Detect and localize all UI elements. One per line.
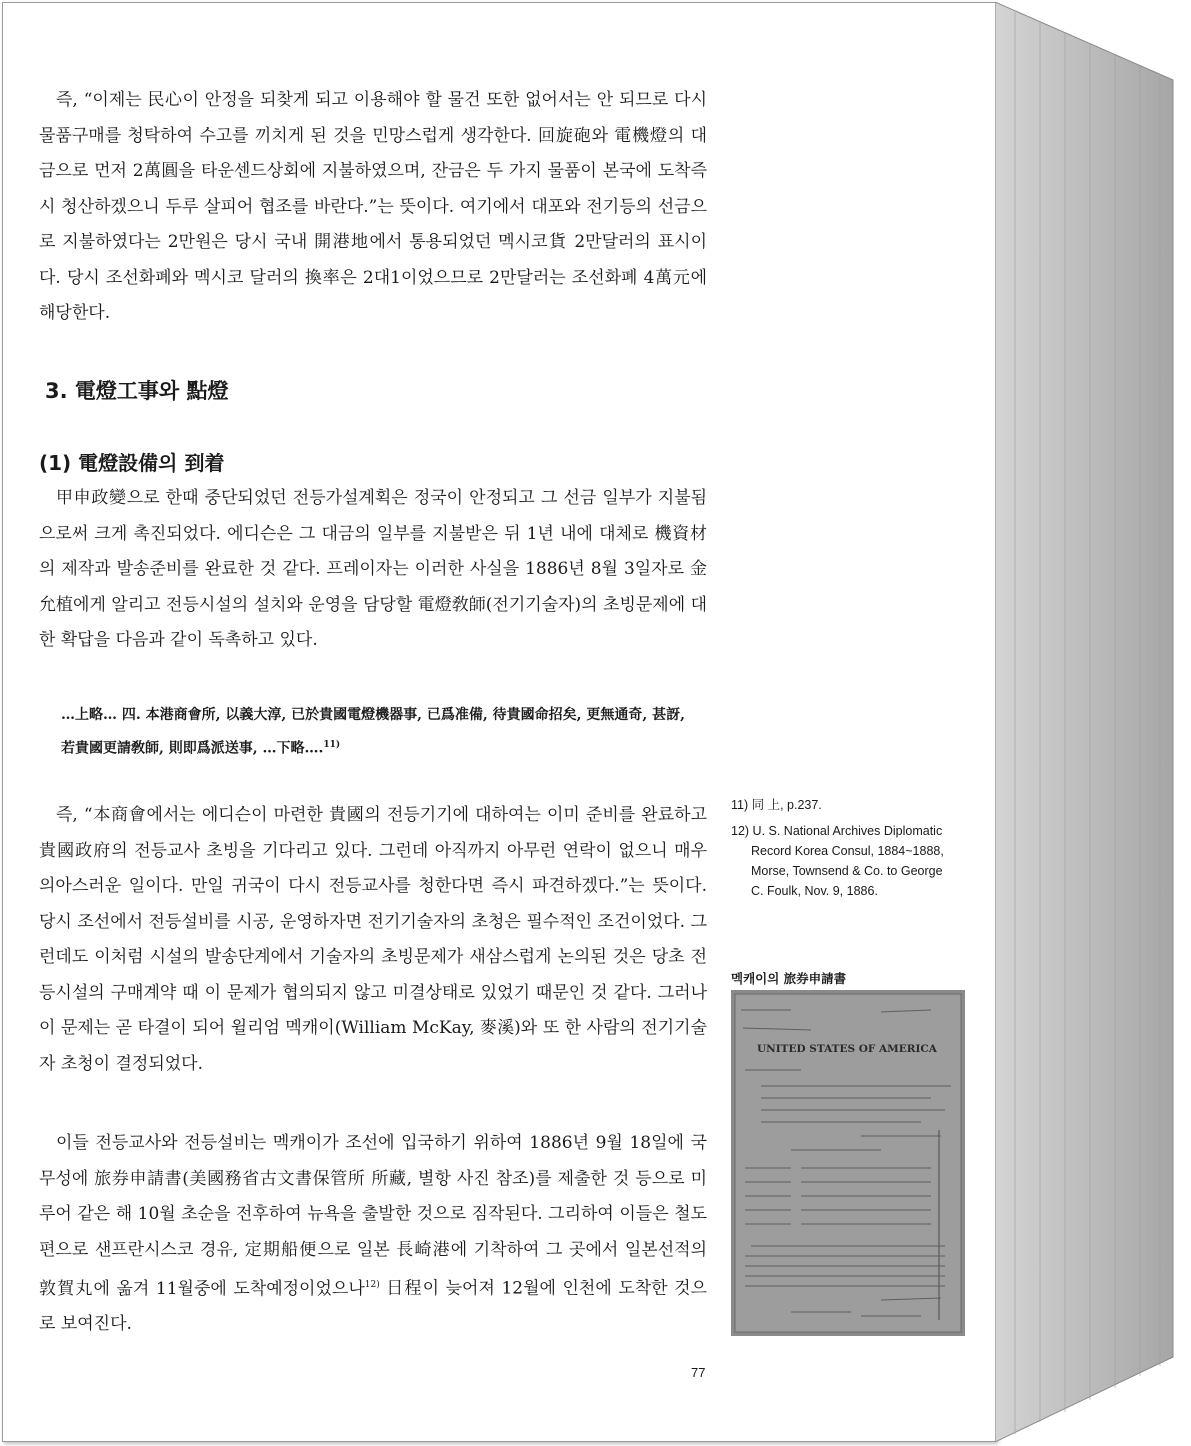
passport-application-photo [731,990,965,1336]
quote-text: …上略… 四. 本港商會所, 以義大淳, 已於貴國電燈機器事, 已爲准備, 待貴國命招矣, 更無通奇, 甚訝, 若貴國更請敎師, 則即爲派送事, …下略…. [61,707,685,757]
paragraph-2-text: 甲申政變으로 한때 중단되었던 전등가설계획은 정국이 안정되고 그 선금 일부가 지불됨으로써 크게 촉진되었다. 에디슨은 그 대금의 일부를 지불받은 뒤 1년 내에 대체로 機資材의 제작과 발송준비를 완료한 것 같다. 프레이자는 이러한 사실을 1886년 8월 3일자로 金允植에게 알리고 전등시설의 설치와 운영을 담당할 電燈敎師(전기기술자)의 초빙문제에 대한 확답을 다음과 같이 독촉하고 있다. [39,488,707,650]
paragraph-1 [39,83,707,332]
footnote-12-line-4: C. Foulk, Nov. 9, 1886. [751,884,878,898]
paragraph-3-text: 즉, “本商會에서는 에디슨이 마련한 貴國의 전등기기에 대하여는 이미 준비를 완료하고 貴國政府의 전등교사 초빙을 기다리고 있다. 그런데 아직까지 아무런 연락이 없으니 매우 의아스러운 일이다. 만일 귀국이 다시 전등교사를 청한다면 즉시 파견하겠다.”는 뜻이다. 당시 조선에서 전등설비를 시공, 운영하자면 전기기술자의 초청은 필수적인 조건이었다. 그런데도 이처럼 시설의 발송단계에서 기술자의 초빙문제가 새삼스럽게 논의된 것은 당초 전등시설의 구매계약 때 이 문제가 협의되지 않고 미결상태로 있었기 때문인 것 같다. 그러나 이 문제는 곧 타결이 되어 윌리엄 멕캐이(William McKay, 麥溪)와 또 한 사람의 전기기술자 초청이 결정되었다. [39,805,707,1074]
paragraph-4-text: 이들 전등교사와 전등설비는 멕캐이가 조선에 입국하기 위하여 1886년 9월 18일에 국무성에 旅券申請書(美國務省古文書保管所 所藏, 별항 사진 참조)를 제출한 것 등으로 미루어 같은 해 10월 초순을 전후하여 뉴욕을 출발한 것으로 짐작된다. 그리하여 이들은 철도편으로 샌프란시스코 경유, 定期船便으로 일본 長崎港에 기착하여 그 곳에서 일본선적의 敦賀丸에 옮겨 11월중에 도착예정이었으나 [39,1133,707,1299]
footnote-12-line-1: 12) U. S. National Archives Diplomatic [731,824,943,838]
footnote-12 [731,821,971,901]
section-heading: 3. 電燈工事와 點燈 [45,379,229,403]
quoted-passage [61,700,701,764]
footnote-ref-12: 12) [364,1280,380,1290]
paragraph-3 [39,798,707,1082]
footnote-11: 11) 同 上, p.237. [731,798,822,812]
photo-header-text: UNITED STATES OF AMERICA [757,1043,937,1055]
footnote-ref-11: 11) [323,740,341,750]
page-number: 77 [691,1365,706,1380]
passport-document-image [731,990,965,1336]
paragraph-4-end: 日程이 늦어져 12월에 인천에 도착한 것으로 보여진다. [39,1278,708,1335]
paragraph-1-text: 즉, “이제는 民心이 안정을 되찾게 되고 이용해야 할 물건 또한 없어서는 안 되므로 다시 물품구매를 청탁하여 수고를 끼치게 된 것을 민망스럽게 생각한다. 回旋砲와 電機燈의 대금으로 먼저 2萬圓을 타운센드상회에 지불하였으며, 잔금은 두 가지 물품이 본국에 도착즉시 청산하겠으니 두루 살피어 협조를 바란다.”는 뜻이다. 여기에서 대포와 전기등의 선금으로 지불하였다는 2만원은 당시 국내 開港地에서 통용되었던 멕시코貨 2만달러의 표시이다. 당시 조선화폐와 멕시코 달러의 換率은 2대1이었으므로 2만달러는 조선화폐 4萬元에 해당한다. [39,90,707,323]
subsection-heading: (1) 電燈設備의 到着 [39,451,225,475]
book-page [2,2,996,1442]
footnote-12-line-2: Record Korea Consul, 1884~1888, [751,844,944,858]
paragraph-4 [39,1126,707,1343]
figure-caption: 멕캐이의 旅券申請書 [731,971,847,986]
footnote-12-line-3: Morse, Townsend & Co. to George [751,864,943,878]
paragraph-2 [39,481,707,659]
book-page-edges [995,2,1178,1442]
